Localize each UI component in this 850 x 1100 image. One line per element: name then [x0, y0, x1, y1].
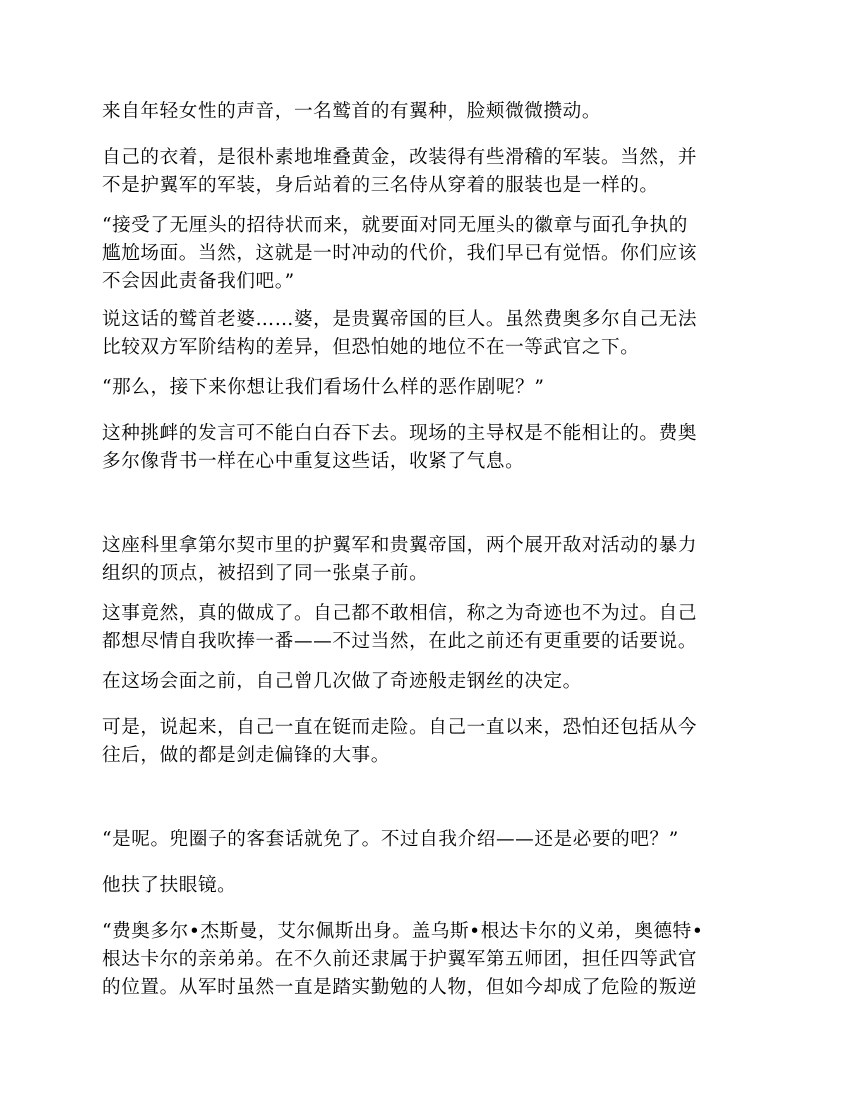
text-line: 根达卡尔的亲弟弟。在不久前还隶属于护翼军第五师团，担任四等武官	[102, 949, 698, 970]
paragraph	[102, 872, 748, 900]
text-line: “接受了无厘头的招待状而来，就要面对同无厘头的徽章与面孔争执的	[102, 215, 688, 236]
text-line: 这座科里拿第尔契市里的护翼军和贵翼帝国，两个展开敌对活动的暴力	[102, 535, 698, 556]
text-line: 不是护翼军的军装，身后站着的三名侍从穿着的服装也是一样的。	[102, 175, 659, 196]
text-line: 这事竟然，真的做成了。自己都不敢相信，称之为奇迹也不为过。自己	[102, 603, 698, 624]
paragraph	[102, 918, 748, 1002]
text-line: 的位置。从军时虽然一直是踏实勤勉的人物，但如今却成了危险的叛逆	[102, 977, 698, 998]
text-line: 自己的衣着，是很朴素地堆叠黄金，改装得有些滑稽的军装。当然，并	[102, 147, 698, 168]
paragraph	[102, 714, 748, 770]
paragraph	[102, 144, 748, 200]
paragraph	[102, 98, 748, 126]
paragraph	[102, 374, 748, 402]
text-line: “费奥多尔•杰斯曼，艾尔佩斯出身。盖乌斯•根达卡尔的义弟，奥德特•	[102, 921, 704, 942]
text-line: 尴尬场面。当然，这就是一时冲动的代价，我们早已有觉悟。你们应该	[102, 243, 698, 264]
text-line: “是呢。兜圈子的客套话就免了。不过自我介绍——还是必要的吧？”	[102, 829, 679, 850]
text-line: 他扶了扶眼镜。	[102, 875, 237, 896]
paragraph	[102, 420, 748, 476]
paragraph	[102, 826, 748, 854]
paragraph	[102, 532, 748, 588]
text-line: 在这场会面之前，自己曾几次做了奇迹般走钢丝的决定。	[102, 671, 582, 692]
text-line: 组织的顶点，被招到了同一张桌子前。	[102, 563, 429, 584]
text-line: 往后，做的都是剑走偏锋的大事。	[102, 745, 390, 766]
paragraph	[102, 600, 748, 656]
text-line: 可是，说起来，自己一直在铤而走险。自己一直以来，恐怕还包括从今	[102, 717, 698, 738]
text-line: 多尔像背书一样在心中重复这些话，收紧了气息。	[102, 451, 525, 472]
text-line: 说这话的鹫首老婆……婆，是贵翼帝国的巨人。虽然费奥多尔自己无法	[102, 309, 698, 330]
text-line: 比较双方军阶结构的差异，但恐怕她的地位不在一等武官之下。	[102, 337, 640, 358]
text-line: 这种挑衅的发言可不能白白吞下去。现场的主导权是不能相让的。费奥	[102, 423, 698, 444]
paragraph	[102, 668, 748, 696]
paragraph	[102, 212, 748, 296]
text-line: “那么，接下来你想让我们看场什么样的恶作剧呢？”	[102, 377, 545, 398]
text-line: 来自年轻女性的声音，一名鹫首的有翼种，脸颊微微攒动。	[102, 101, 602, 122]
paragraph	[102, 306, 748, 362]
text-line: 不会因此责备我们吧。”	[102, 271, 295, 292]
text-line: 都想尽情自我吹捧一番——不过当然，在此之前还有更重要的话要说。	[102, 631, 698, 652]
